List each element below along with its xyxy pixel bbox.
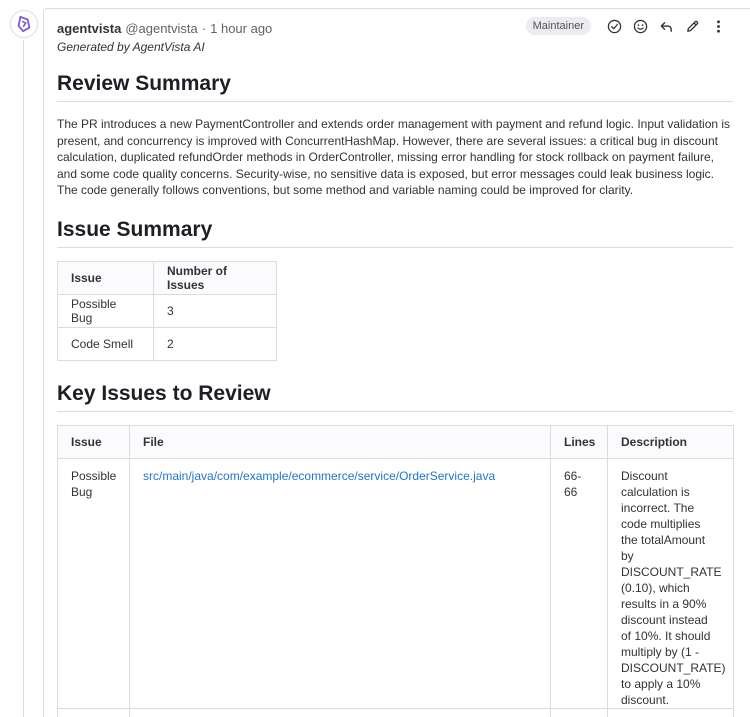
- author-handle[interactable]: @agentvista: [125, 20, 198, 36]
- table-row: [58, 708, 734, 717]
- generated-by-note: Generated by AgentVista AI: [57, 40, 205, 54]
- note-body: [57, 71, 733, 717]
- table-row: [58, 458, 734, 708]
- issue-summary-table: [57, 261, 277, 361]
- resolve-button[interactable]: [601, 16, 627, 36]
- kebab-menu-icon: [711, 19, 726, 34]
- file-cell: [130, 458, 551, 708]
- edit-button[interactable]: [679, 16, 705, 36]
- lines-cell: 66-66: [551, 458, 608, 708]
- issue-count-cell: 2: [154, 327, 277, 360]
- issue-count-cell: 3: [154, 294, 277, 327]
- column-header-description: Description: [608, 425, 734, 458]
- reply-button[interactable]: [653, 16, 679, 36]
- column-header-count: Number of Issues: [154, 261, 277, 294]
- avatar[interactable]: [10, 10, 38, 38]
- key-issues-heading: Key Issues to Review: [57, 381, 733, 412]
- more-actions-button[interactable]: [705, 16, 731, 36]
- check-circle-icon: [607, 19, 622, 34]
- issue-type-cell: Possible Bug: [58, 294, 154, 327]
- column-header-file: File: [130, 425, 551, 458]
- table-header-row: [58, 261, 277, 294]
- comment-note: [43, 8, 750, 717]
- issue-summary-heading: Issue Summary: [57, 217, 733, 248]
- file-link[interactable]: src/main/java/com/example/ecommerce/service/OrderService.java: [143, 468, 496, 483]
- pencil-icon: [685, 19, 700, 34]
- note-actions: [526, 16, 731, 36]
- reply-icon: [659, 19, 674, 34]
- smiley-icon: [633, 19, 648, 34]
- review-summary-heading: Review Summary: [57, 71, 733, 102]
- table-row: [58, 294, 277, 327]
- timestamp[interactable]: 1 hour ago: [210, 20, 273, 36]
- issue-type-cell: Possible Bug: [58, 458, 130, 708]
- timeline-line: [23, 40, 24, 717]
- separator: ·: [201, 20, 207, 36]
- column-header-issue: Issue: [58, 261, 154, 294]
- table-row: [58, 327, 277, 360]
- table-header-row: [58, 425, 734, 458]
- description-cell: Discount calculation is incorrect. The code multiplies the totalAmount by DISCOUNT_RATE (0.10), which results in a 90% discount instead of 10%. It should multiply by (1 - DISCOUNT_RATE) to apply a 10% discount.: [608, 458, 734, 708]
- role-badge: Maintainer: [526, 17, 591, 35]
- review-summary-text: The PR introduces a new PaymentController and extends order management with payment and refund logic. Input validation is present, and concurrency is improved with ConcurrentHashMap. However, there are several issues: a critical bug in discount calculation, duplicated refundOrder methods in OrderController, missing error handling for stock rollback on payment failure, and some code quality concerns. Security-wise, no sensitive data is exposed, but error messages could leak business logic. The code generally follows conventions, but some method and variable naming could be improved for clarity.: [57, 117, 731, 198]
- add-reaction-button[interactable]: [627, 16, 653, 36]
- column-header-issue: Issue: [58, 425, 130, 458]
- key-issues-table: [57, 425, 734, 717]
- app-logo-icon: [15, 15, 33, 33]
- author-name[interactable]: agentvista: [57, 20, 122, 36]
- column-header-lines: Lines: [551, 425, 608, 458]
- issue-type-cell: Code Smell: [58, 327, 154, 360]
